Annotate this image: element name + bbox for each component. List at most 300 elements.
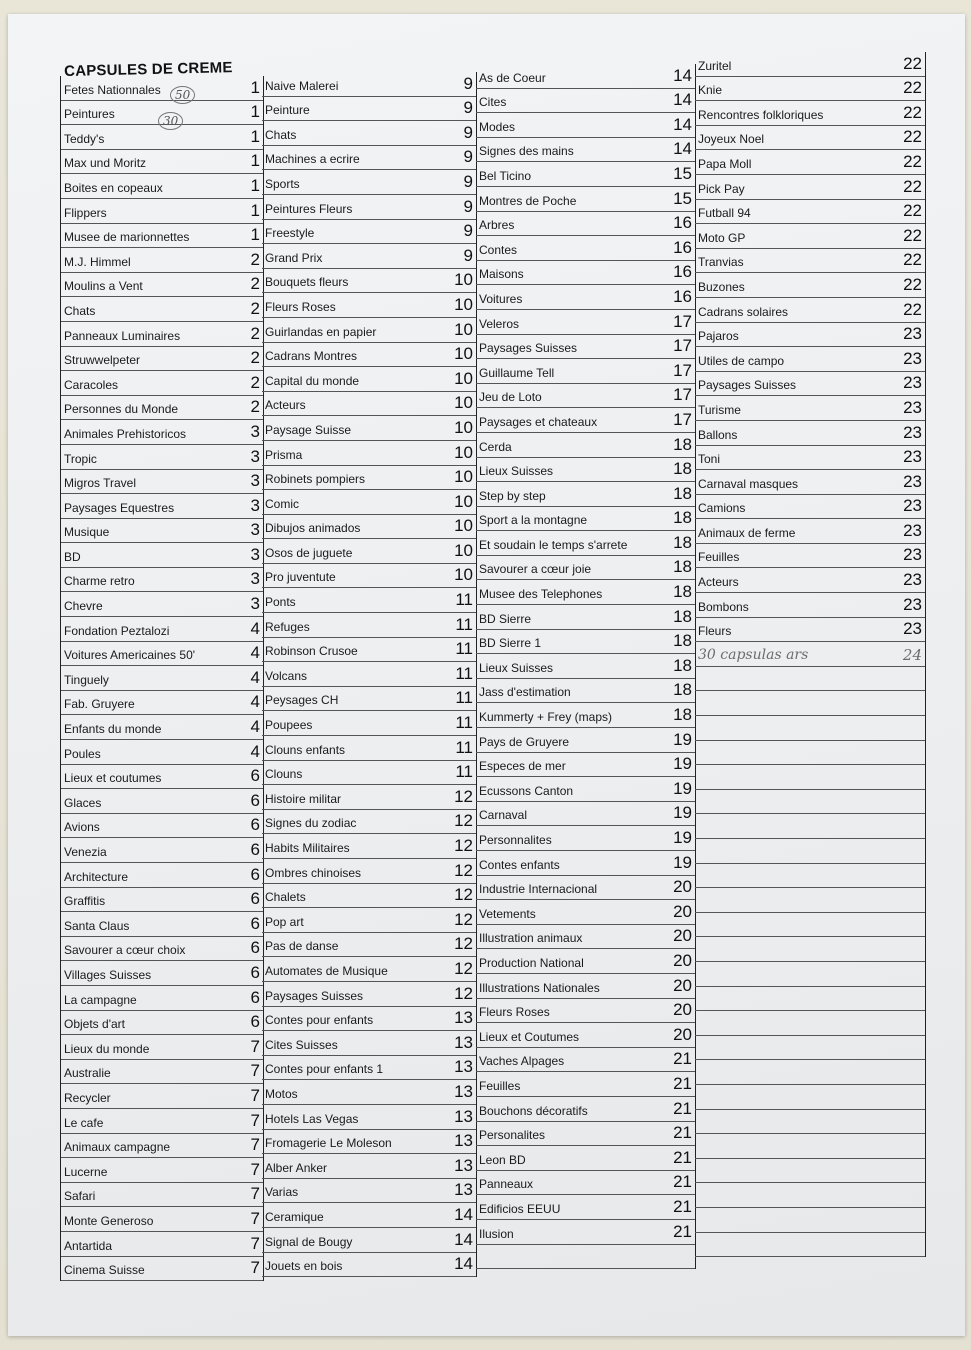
capsule-series-name: Camions (698, 501, 746, 516)
capsule-series-name: Fromagerie Le Moleson (265, 1136, 392, 1151)
capsule-series-name: Varias (265, 1185, 299, 1200)
table-row (476, 1171, 695, 1196)
capsule-series-number: 11 (455, 762, 473, 782)
table-row (61, 912, 263, 937)
capsule-series-number: 11 (455, 713, 473, 733)
capsule-series-number: 23 (903, 422, 922, 442)
capsule-series-name: Contes pour enfants 1 (265, 1062, 384, 1077)
capsule-series-name: Turisme (698, 402, 741, 417)
capsule-series-name: Refuges (265, 619, 310, 634)
table-row (61, 1109, 263, 1134)
table-row (695, 470, 925, 495)
table-row (61, 1084, 263, 1109)
capsule-series-number: 1 (250, 151, 260, 171)
capsule-series-number: 4 (250, 692, 260, 712)
table-row (695, 249, 925, 274)
table-row (61, 543, 263, 568)
capsule-series-name: Osos de juguete (265, 545, 353, 560)
capsule-series-name: Bouchons décoratifs (479, 1103, 588, 1118)
capsule-series-number: 19 (673, 803, 692, 823)
table-row (476, 1097, 695, 1122)
table-row (61, 420, 263, 445)
capsule-series-name: Fondation Peztalozi (64, 623, 170, 638)
table-row (476, 900, 695, 925)
table-row (262, 318, 476, 343)
capsule-series-number: 13 (454, 1106, 473, 1126)
capsule-series-name: Toni (698, 452, 721, 467)
capsule-series-number: 6 (250, 913, 260, 933)
capsule-series-number: 12 (454, 934, 473, 954)
capsule-series-number: 6 (250, 889, 260, 909)
capsule-series-number: 22 (903, 176, 922, 196)
table-row (61, 322, 263, 347)
capsule-series-name: Venezia (64, 845, 107, 859)
table-row (262, 244, 476, 269)
table-row (262, 982, 476, 1007)
table-row (476, 826, 695, 851)
capsule-series-number: 23 (903, 594, 922, 614)
table-row (695, 150, 925, 175)
capsule-series-name: Signes des mains (479, 144, 574, 159)
capsule-series-name: Jass d'estimation (479, 685, 571, 700)
capsule-series-name: Guirlandas en papier (265, 324, 377, 339)
table-row (262, 1228, 476, 1253)
capsule-series-number: 13 (454, 1081, 473, 1101)
capsule-series-number: 10 (454, 270, 473, 290)
table-row (262, 834, 476, 859)
table-row (262, 220, 476, 245)
table-row (695, 544, 925, 569)
capsule-series-name: Voitures (479, 291, 523, 306)
capsule-series-name: Boites en copeaux (64, 180, 163, 195)
capsule-series-number: 11 (455, 688, 473, 708)
capsule-series-name: Voitures Americaines 50' (64, 648, 196, 663)
capsule-series-name: Bombons (698, 599, 749, 614)
capsule-series-number: 4 (250, 667, 260, 687)
table-row (476, 236, 695, 261)
capsule-series-number: 3 (250, 495, 260, 515)
capsule-series-number: 22 (903, 127, 922, 147)
table-row (695, 1085, 925, 1110)
capsule-series-name: Cites Suisses (265, 1037, 338, 1052)
capsule-series-number: 6 (250, 840, 260, 859)
capsule-series-number: 10 (454, 467, 473, 487)
table-row (695, 200, 925, 225)
capsule-series-number: 21 (673, 1098, 692, 1118)
capsule-series-number: 11 (455, 663, 473, 683)
capsule-series-number: 18 (673, 606, 692, 626)
capsule-series-number: 11 (455, 590, 473, 610)
table-row (476, 212, 695, 237)
table-row (476, 285, 695, 310)
capsule-series-name: Poules (64, 746, 101, 761)
table-row (61, 519, 263, 544)
capsule-series-number: 19 (673, 778, 692, 798)
capsule-series-name: Chats (265, 127, 297, 142)
table-row (695, 396, 925, 421)
capsule-series-number: 18 (673, 508, 692, 528)
capsule-series-number: 9 (463, 221, 473, 241)
table-row (476, 458, 695, 483)
capsule-series-number: 21 (673, 1221, 692, 1241)
capsule-series-name: Paysages et chateaux (479, 414, 598, 429)
capsule-series-name: Teddy's (64, 131, 105, 146)
capsule-series-number: 20 (673, 1024, 692, 1044)
capsule-series-name: Sport a la montagne (479, 513, 588, 528)
table-row (61, 1232, 263, 1257)
capsule-series-name: Tinguely (64, 672, 109, 687)
capsule-series-name: Charme retro (64, 574, 135, 589)
capsule-series-number: 4 (250, 717, 260, 737)
capsule-series-name: Peinture (265, 103, 310, 118)
capsule-series-number: 17 (673, 409, 692, 429)
capsule-series-number: 12 (454, 958, 473, 978)
table-row (476, 507, 695, 532)
capsule-series-name: Moto GP (698, 230, 746, 245)
capsule-series-name: Vetements (479, 906, 536, 921)
capsule-series-name: Max und Moritz (64, 156, 147, 171)
capsule-series-number: 7 (250, 1258, 260, 1278)
capsule-series-number: 1 (250, 77, 260, 97)
capsule-series-name: Tranvias (698, 255, 744, 270)
capsule-series-name: Cites (479, 95, 507, 110)
capsule-series-name: Buzones (698, 279, 745, 294)
capsule-series-name: Especes de mer (479, 759, 566, 774)
table-row (476, 1048, 695, 1073)
capsule-series-name: Fab. Gruyere (64, 697, 135, 712)
capsule-series-name: Alber Anker (265, 1160, 328, 1175)
capsule-series-number: 9 (463, 171, 473, 191)
capsule-series-name: Robinson Crusoe (265, 644, 358, 659)
table-row (262, 1179, 476, 1204)
table-row (695, 913, 925, 938)
table-row (695, 495, 925, 520)
capsule-series-number: 6 (250, 962, 260, 982)
table-row (262, 564, 476, 589)
capsule-series-number: 10 (454, 344, 473, 364)
table-row (476, 679, 695, 704)
capsule-series-name: Jouets en bois (265, 1259, 343, 1274)
table-row (262, 1105, 476, 1130)
capsule-series-number: 19 (673, 754, 692, 774)
capsule-series-number: 10 (454, 368, 473, 388)
capsule-series-number: 22 (903, 102, 922, 122)
capsule-series-number: 17 (673, 311, 692, 331)
handwritten-note-50: 50 (170, 86, 195, 104)
capsule-series-name: Rencontres folkloriques (698, 107, 824, 122)
capsule-series-name: Dibujos animados (265, 521, 361, 536)
capsule-series-name: Clouns (265, 767, 303, 782)
capsule-series-name: Caracoles (64, 377, 119, 392)
capsule-series-name: Prisma (265, 447, 303, 462)
capsule-series-number: 14 (454, 1229, 473, 1249)
capsule-series-name: Musique (64, 525, 110, 540)
page-title: CAPSULES DE CREME (64, 59, 233, 80)
capsule-series-name: Enfants du monde (64, 722, 162, 737)
capsule-series-number: 9 (463, 245, 473, 265)
capsule-series-name: Step by step (479, 488, 546, 503)
capsule-series-number: 13 (454, 1057, 473, 1077)
table-row (61, 273, 263, 298)
capsule-series-number: 21 (673, 1147, 692, 1167)
capsule-series-number: 14 (454, 1254, 473, 1274)
capsule-series-number: 18 (673, 680, 692, 700)
table-row (476, 580, 695, 605)
capsule-series-number: 9 (463, 73, 473, 93)
capsule-series-number: 3 (250, 544, 260, 564)
capsule-series-name: Ballons (698, 427, 738, 442)
table-row (695, 372, 925, 397)
capsule-series-number: 20 (673, 877, 692, 897)
capsule-series-name: Papa Moll (698, 156, 752, 171)
capsule-series-name: Montres de Poche (479, 193, 577, 208)
table-row (476, 433, 695, 458)
table-row (262, 146, 476, 171)
capsule-series-number: 16 (673, 262, 692, 282)
capsule-series-number: 12 (454, 860, 473, 880)
capsule-series-number: 2 (250, 348, 260, 368)
table-row (695, 593, 925, 618)
table-row (262, 687, 476, 712)
table-row (262, 711, 476, 736)
capsule-series-name: Clouns enfants (265, 742, 346, 757)
table-row (262, 884, 476, 909)
capsule-series-number: 11 (455, 737, 473, 757)
capsule-series-name: Chalets (265, 890, 306, 905)
capsule-series-number: 4 (250, 643, 260, 663)
table-row (262, 957, 476, 982)
table-row (262, 638, 476, 663)
table-row (476, 802, 695, 827)
capsule-series-name: As de Coeur (479, 70, 546, 85)
capsule-series-number: 23 (903, 397, 922, 417)
capsule-series-name: Knie (698, 83, 723, 98)
table-row (695, 421, 925, 446)
capsule-series-number: 18 (673, 582, 692, 602)
table-row (61, 1060, 263, 1085)
table-row (262, 343, 476, 368)
capsule-series-name: Hotels Las Vegas (265, 1111, 359, 1126)
capsule-series-number: 11 (455, 614, 473, 634)
capsule-series-number: 22 (903, 225, 922, 245)
table-row (476, 605, 695, 630)
capsule-series-number: 22 (903, 151, 922, 171)
capsule-series-name: Lieux Suisses (479, 660, 554, 675)
capsule-series-number: 2 (250, 298, 260, 318)
capsule-series-name: Villages Suisses (64, 967, 152, 982)
table-row (476, 384, 695, 409)
capsule-series-name: Animales Prehistoricos (64, 426, 187, 441)
capsule-series-name: Migros Travel (64, 476, 137, 491)
capsule-series-number: 10 (454, 393, 473, 413)
table-row (695, 298, 925, 323)
table-row (61, 76, 263, 101)
capsule-series-name: Machines a ecrire (265, 152, 360, 167)
capsule-series-name: Tropic (64, 451, 97, 466)
capsule-series-name: Motos (265, 1086, 298, 1101)
capsule-series-name: Peintures (64, 107, 115, 122)
table-row (262, 170, 476, 195)
table-row (61, 1158, 263, 1183)
table-row (695, 618, 925, 643)
capsule-series-number: 10 (454, 516, 473, 536)
capsule-series-number: 6 (250, 864, 260, 884)
capsule-series-number: 23 (903, 496, 922, 516)
capsule-series-name: Monte Generoso (64, 1213, 154, 1228)
table-row (476, 1122, 695, 1147)
capsule-series-number: 7 (250, 1159, 260, 1179)
capsule-series-number: 3 (250, 446, 260, 466)
capsule-series-name: Cadrans solaires (698, 304, 789, 319)
capsule-series-name: Avions (64, 820, 100, 835)
capsule-series-name: Jeu de Loto (479, 390, 542, 405)
capsule-series-number: 19 (673, 852, 692, 872)
table-row (262, 1130, 476, 1155)
capsule-series-name: Et soudain le temps s'arrete (479, 537, 628, 552)
capsule-series-number: 7 (250, 1085, 260, 1105)
table-row (695, 839, 925, 864)
table-row (61, 371, 263, 396)
capsule-series-number: 20 (673, 975, 692, 995)
table-row (695, 446, 925, 471)
table-row (61, 617, 263, 642)
capsule-series-number: 22 (903, 53, 922, 73)
capsule-series-number: 12 (454, 811, 473, 831)
capsule-series-number: 9 (463, 98, 473, 118)
capsule-series-number: 23 (903, 373, 922, 393)
table-row (476, 949, 695, 974)
capsule-series-number: 6 (250, 938, 260, 958)
capsule-series-name: Utiles de campo (698, 353, 785, 368)
table-row (695, 77, 925, 102)
capsule-series-name: Habits Militaires (265, 841, 350, 855)
table-row (262, 367, 476, 392)
table-row (61, 396, 263, 421)
capsule-series-name: Pays de Gruyere (479, 734, 570, 749)
capsule-series-name: Lieux et coutumes (64, 771, 162, 786)
capsule-series-number: 2 (250, 249, 260, 269)
capsule-series-name: Freestyle (265, 226, 315, 241)
capsule-series-name: Pop art (265, 914, 304, 929)
capsule-series-name: Comic (265, 496, 300, 511)
table-row (262, 662, 476, 687)
table-row (61, 1011, 263, 1036)
capsule-series-name: Feuilles (698, 550, 740, 565)
capsule-series-name: Personnalites (479, 833, 552, 847)
capsule-series-number: 22 (903, 201, 922, 221)
capsule-series-name: Moulins a Vent (64, 279, 143, 294)
capsule-series-number: 23 (903, 619, 922, 639)
capsule-series-number: 9 (463, 196, 473, 216)
capsule-series-name: Industrie Internacional (479, 882, 598, 897)
capsule-series-name: Flippers (64, 205, 107, 220)
capsule-series-number: 3 (250, 594, 260, 614)
capsule-series-name: Illustration animaux (479, 931, 583, 946)
capsule-series-number: 23 (903, 348, 922, 368)
table-row (61, 494, 263, 519)
capsule-series-name: Guillaume Tell (479, 365, 555, 380)
capsule-series-number: 18 (673, 705, 692, 725)
capsule-series-name: Carnaval (479, 808, 528, 823)
table-row (476, 89, 695, 114)
capsule-series-number: 23 (903, 447, 922, 467)
capsule-series-number: 14 (673, 139, 692, 159)
table-row (695, 1110, 925, 1135)
table-row (695, 568, 925, 593)
table-row (61, 248, 263, 273)
capsule-series-number: 2 (250, 323, 260, 343)
capsule-series-number: 20 (673, 950, 692, 970)
capsule-series-number: 13 (454, 1180, 473, 1200)
table-row (262, 1253, 476, 1278)
capsule-series-name: Maisons (479, 267, 524, 282)
table-row (476, 974, 695, 999)
table-row (695, 716, 925, 741)
table-row (695, 1183, 925, 1208)
capsule-series-number: 22 (903, 250, 922, 270)
table-row (476, 1023, 695, 1048)
table-row (476, 187, 695, 212)
capsule-series-number: 21 (673, 1073, 692, 1093)
capsule-series-number: 2 (250, 372, 260, 392)
table-row (262, 933, 476, 958)
capsule-series-number: 9 (463, 122, 473, 142)
table-row (262, 1203, 476, 1228)
capsule-series-number: 7 (250, 1184, 260, 1204)
table-row (61, 125, 263, 150)
table-row (262, 97, 476, 122)
capsule-series-number: 6 (250, 987, 260, 1007)
capsule-series-number: 17 (673, 336, 692, 356)
capsule-series-name: Poupees (265, 718, 313, 733)
capsule-series-name: Modes (479, 119, 516, 134)
capsule-series-number: 18 (673, 532, 692, 552)
table-row (262, 908, 476, 933)
capsule-series-name: Savourer a cœur joie (479, 562, 592, 577)
capsule-series-name: Personalites (479, 1128, 546, 1143)
capsule-series-name: BD (64, 549, 81, 564)
table-row (61, 715, 263, 740)
table-column-4 (695, 52, 926, 1257)
table-row (262, 392, 476, 417)
capsule-series-name: Safari (64, 1189, 96, 1204)
capsule-series-name: Cinema Suisse (64, 1263, 145, 1278)
capsule-series-number: 16 (673, 213, 692, 233)
capsule-series-number: 20 (673, 901, 692, 921)
table-row (476, 482, 695, 507)
table-row (61, 470, 263, 495)
table-row (476, 162, 695, 187)
capsule-series-name: Leon BD (479, 1152, 526, 1167)
capsule-series-number: 4 (250, 618, 260, 638)
capsule-series-name: Graffitis (64, 894, 106, 909)
capsule-series-name: Personnes du Monde (64, 402, 179, 417)
table-row (695, 642, 925, 667)
capsule-series-name: Chats (64, 303, 96, 318)
capsule-series-number: 3 (250, 520, 260, 540)
capsule-series-number: 3 (250, 421, 260, 441)
capsule-series-name: Peintures Fleurs (265, 201, 353, 216)
table-row (476, 1220, 695, 1245)
table-row (695, 52, 925, 77)
capsule-series-name: Signal de Bougy (265, 1234, 353, 1249)
capsule-series-name: Le cafe (64, 1115, 104, 1130)
capsule-series-name: Paysages Suisses (265, 988, 364, 1003)
capsule-series-name: Fetes Nationnales (64, 82, 161, 97)
capsule-series-name: Acteurs (698, 575, 739, 590)
table-row (61, 1035, 263, 1060)
table-row (695, 323, 925, 348)
